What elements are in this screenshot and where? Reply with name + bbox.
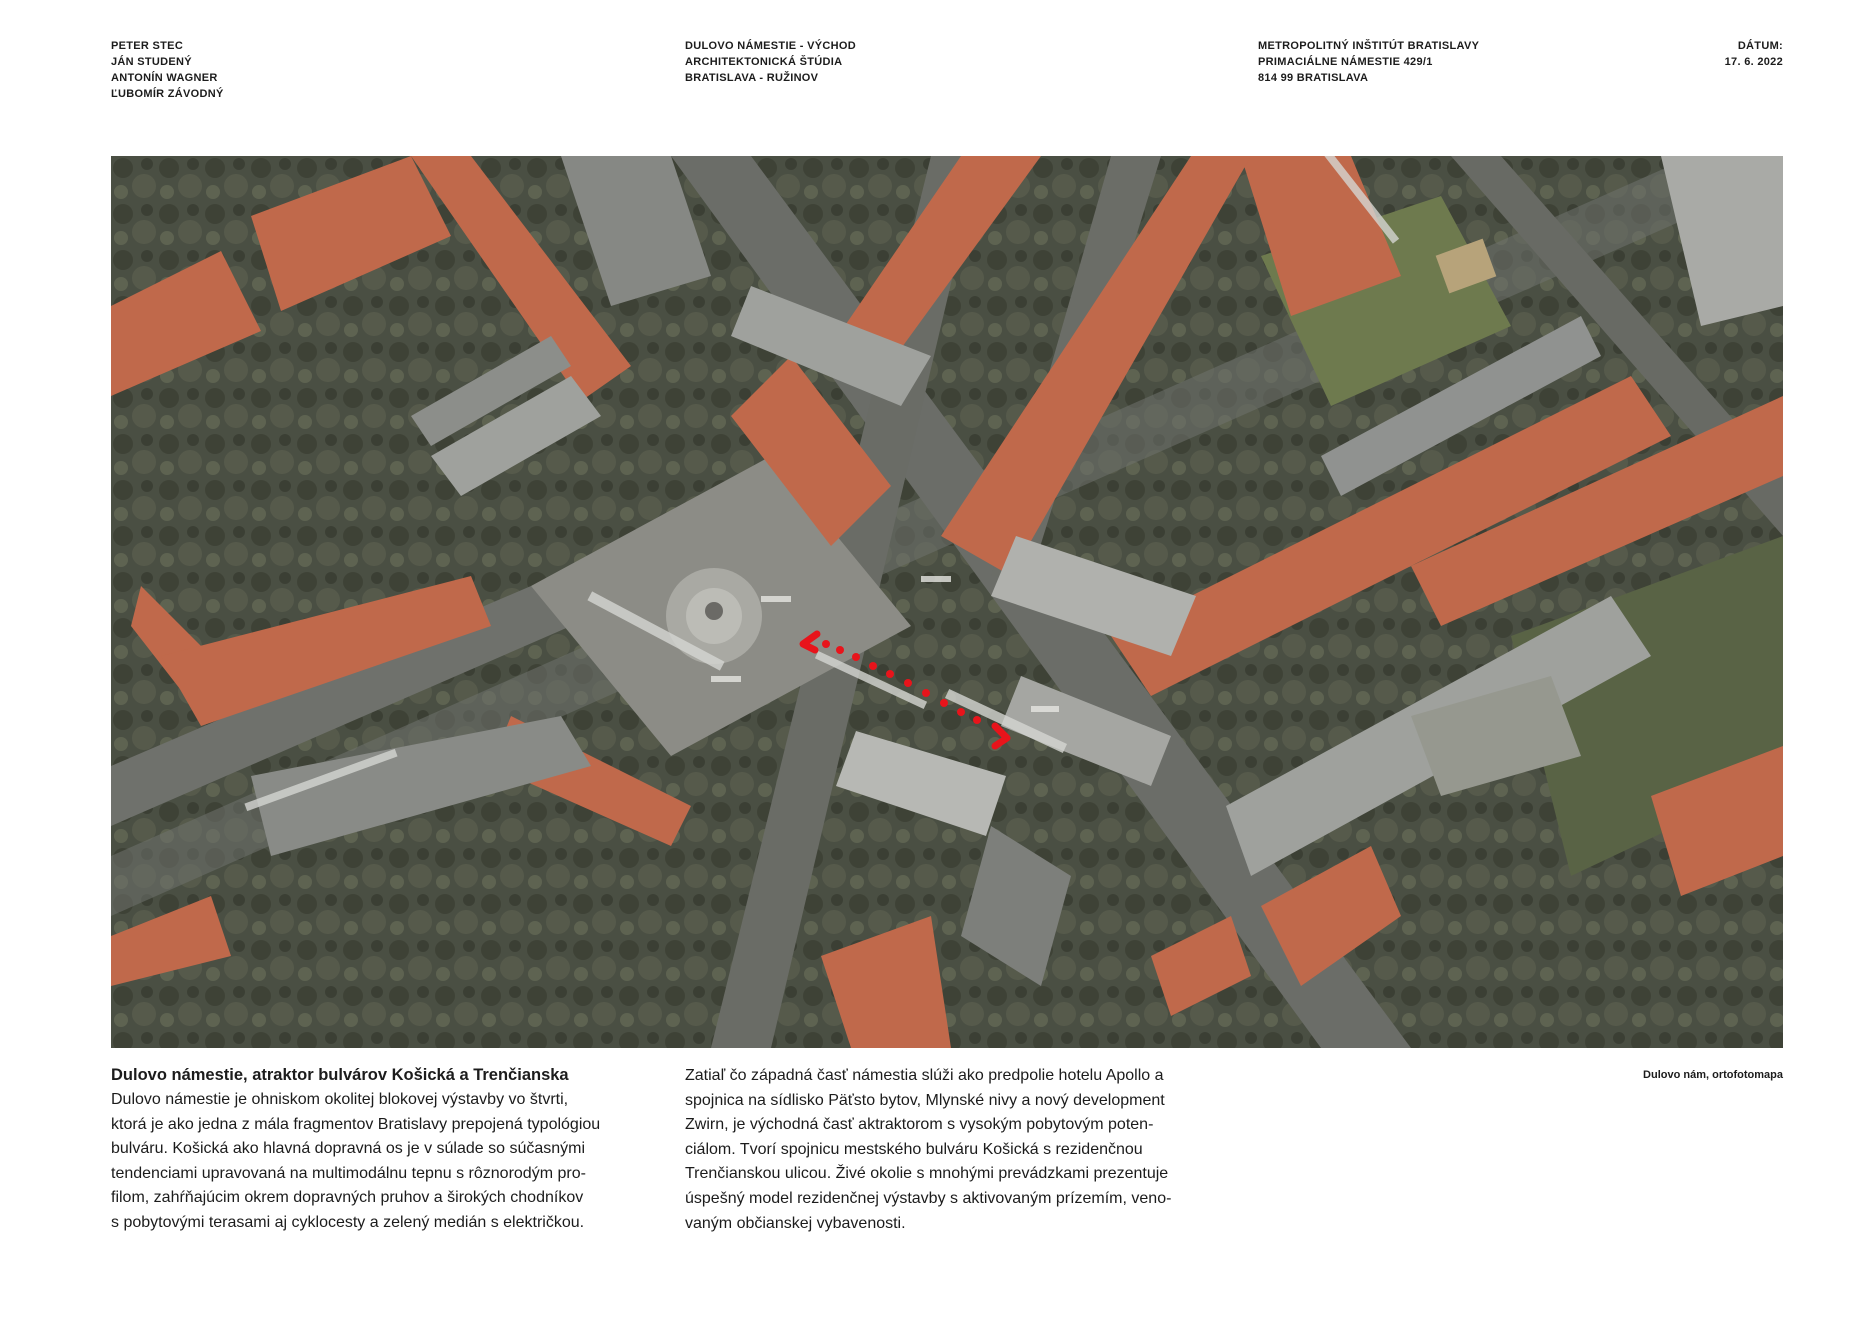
paragraph-right bbox=[685, 1064, 1245, 1236]
paragraph-line: úspešný model rezidenčnej výstavby s aktivovaným prízemím, veno- bbox=[685, 1189, 1172, 1207]
paragraph-line: Dulovo námestie je ohniskom okolitej blokovej výstavby vo štvrti, bbox=[111, 1091, 569, 1108]
date-label: DÁTUM: bbox=[1737, 40, 1783, 52]
paragraph-line: Trenčianskou ulicou. Živé okolie s mnohými prevádzkami prezentuje bbox=[685, 1165, 1169, 1183]
date-block bbox=[1725, 38, 1783, 70]
paragraph-line: tendenciami upravovaná na multimodálnu tepnu s rôznorodým pro- bbox=[111, 1164, 586, 1182]
map-caption: Dulovo nám, ortofotomapa bbox=[1643, 1069, 1783, 1081]
client-line: PRIMACIÁLNE NÁMESTIE 429/1 bbox=[1258, 56, 1433, 68]
orthophoto-map bbox=[111, 156, 1783, 1048]
section-title: Dulovo námestie, atraktor bulvárov Košická a Trenčianska bbox=[111, 1066, 569, 1084]
paragraph-line: vaným občianskej vybavenosti. bbox=[685, 1214, 906, 1232]
project-line: ARCHITEKTONICKÁ ŠTÚDIA bbox=[685, 56, 843, 68]
author-name: ĽUBOMÍR ZÁVODNÝ bbox=[111, 88, 224, 100]
author-name: PETER STEC bbox=[111, 40, 184, 52]
paragraph-left bbox=[111, 1088, 671, 1236]
client-line: METROPOLITNÝ INŠTITÚT BRATISLAVY bbox=[1258, 40, 1480, 52]
client-block bbox=[1258, 38, 1479, 86]
authors-block bbox=[111, 38, 224, 102]
paragraph-line: ciálom. Tvorí spojnicu mestského bulváru Košická s rezidenčnou bbox=[685, 1140, 1143, 1158]
paragraph-line: spojnica na sídlisko Päťsto bytov, Mlynské nivy a nový development bbox=[685, 1091, 1165, 1109]
project-line: BRATISLAVA - RUŽINOV bbox=[685, 72, 819, 84]
project-line: DULOVO NÁMESTIE - VÝCHOD bbox=[685, 40, 856, 52]
paragraph-line: Zatiaľ čo západná časť námestia slúži ako predpolie hotelu Apollo a bbox=[685, 1067, 1164, 1084]
project-block bbox=[685, 38, 856, 86]
paragraph-line: filom, zahŕňajúcim okrem dopravných pruhov a širokých chodníkov bbox=[111, 1189, 584, 1207]
author-name: JÁN STUDENÝ bbox=[111, 56, 192, 68]
aerial-map-image bbox=[111, 156, 1783, 1048]
paragraph-line: bulváru. Košická ako hlavná dopravná os je v súlade so súčasnými bbox=[111, 1140, 586, 1158]
date-value: 17. 6. 2022 bbox=[1724, 56, 1783, 68]
client-line: 814 99 BRATISLAVA bbox=[1258, 72, 1369, 84]
paragraph-line: ktorá je ako jedna z mála fragmentov Bratislavy prepojená typológiou bbox=[111, 1115, 601, 1133]
paragraph-line: Zwirn, je východná časť aktraktorom s vysokým pobytovým poten- bbox=[685, 1116, 1154, 1134]
paragraph-line: s pobytovými terasami aj cyklocesty a zelený medián s električkou. bbox=[111, 1213, 585, 1231]
author-name: ANTONÍN WAGNER bbox=[111, 72, 218, 84]
